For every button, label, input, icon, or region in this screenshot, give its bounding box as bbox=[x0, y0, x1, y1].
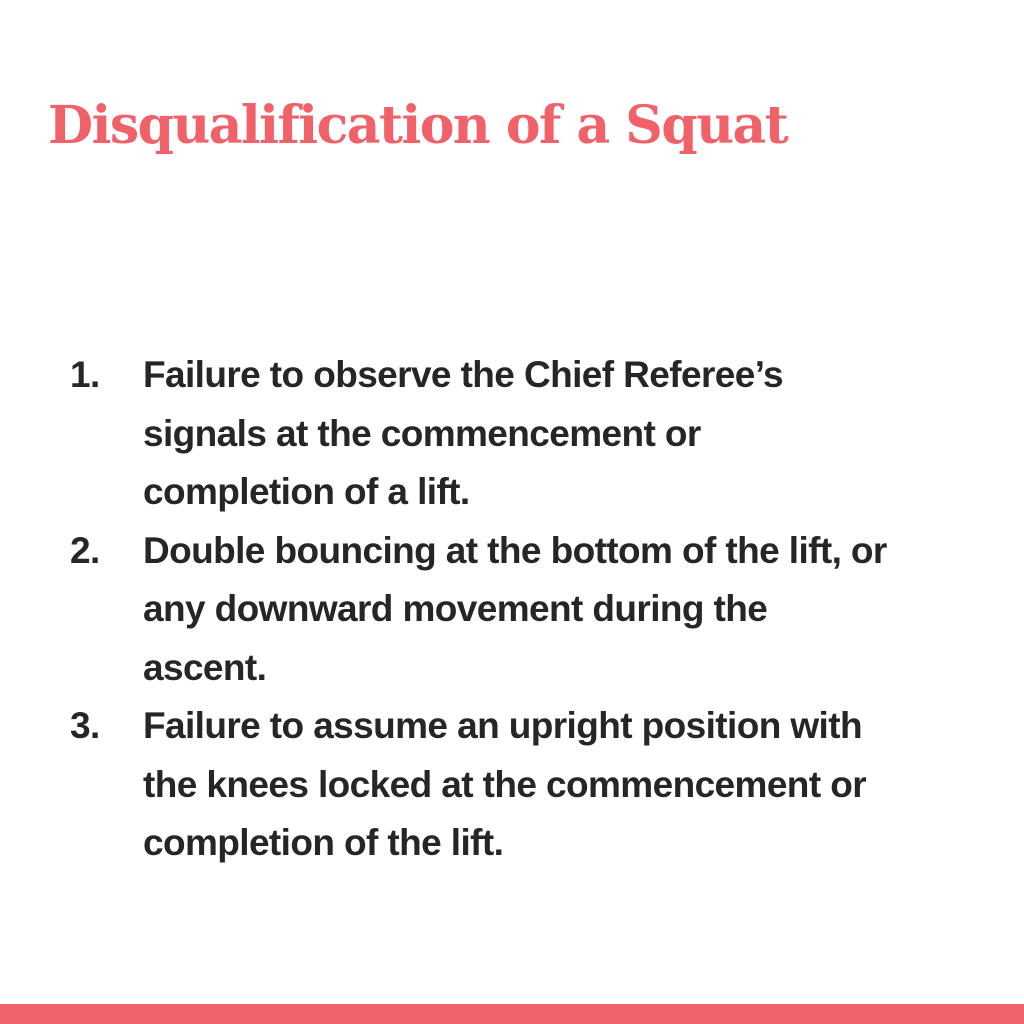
list-item-line: completion of a lift. bbox=[143, 471, 470, 512]
accent-bottom-bar bbox=[0, 1004, 1024, 1024]
disqualification-list bbox=[70, 346, 970, 873]
list-item-line: Failure to observe the Chief Referee’s bbox=[143, 354, 783, 395]
slide-title: Disqualification of a Squat bbox=[48, 95, 788, 156]
list-item-line: signals at the commencement or bbox=[143, 412, 701, 454]
list-item-number: 1. bbox=[70, 354, 100, 395]
list-item-number: 3. bbox=[70, 705, 100, 746]
list-item-line: Double bouncing at the bottom of the lift, or bbox=[143, 529, 887, 571]
list-item-line: completion of the lift. bbox=[143, 822, 504, 863]
list-item-number: 2. bbox=[70, 529, 100, 571]
list-item-line: the knees locked at the commencement or bbox=[143, 763, 867, 805]
list-item bbox=[70, 346, 970, 522]
list-item bbox=[70, 697, 970, 873]
list-item-line: ascent. bbox=[143, 646, 267, 688]
list-item bbox=[70, 522, 970, 698]
list-item-line: any downward movement during the bbox=[143, 588, 768, 629]
list-item-line: Failure to assume an upright position with bbox=[143, 705, 862, 746]
